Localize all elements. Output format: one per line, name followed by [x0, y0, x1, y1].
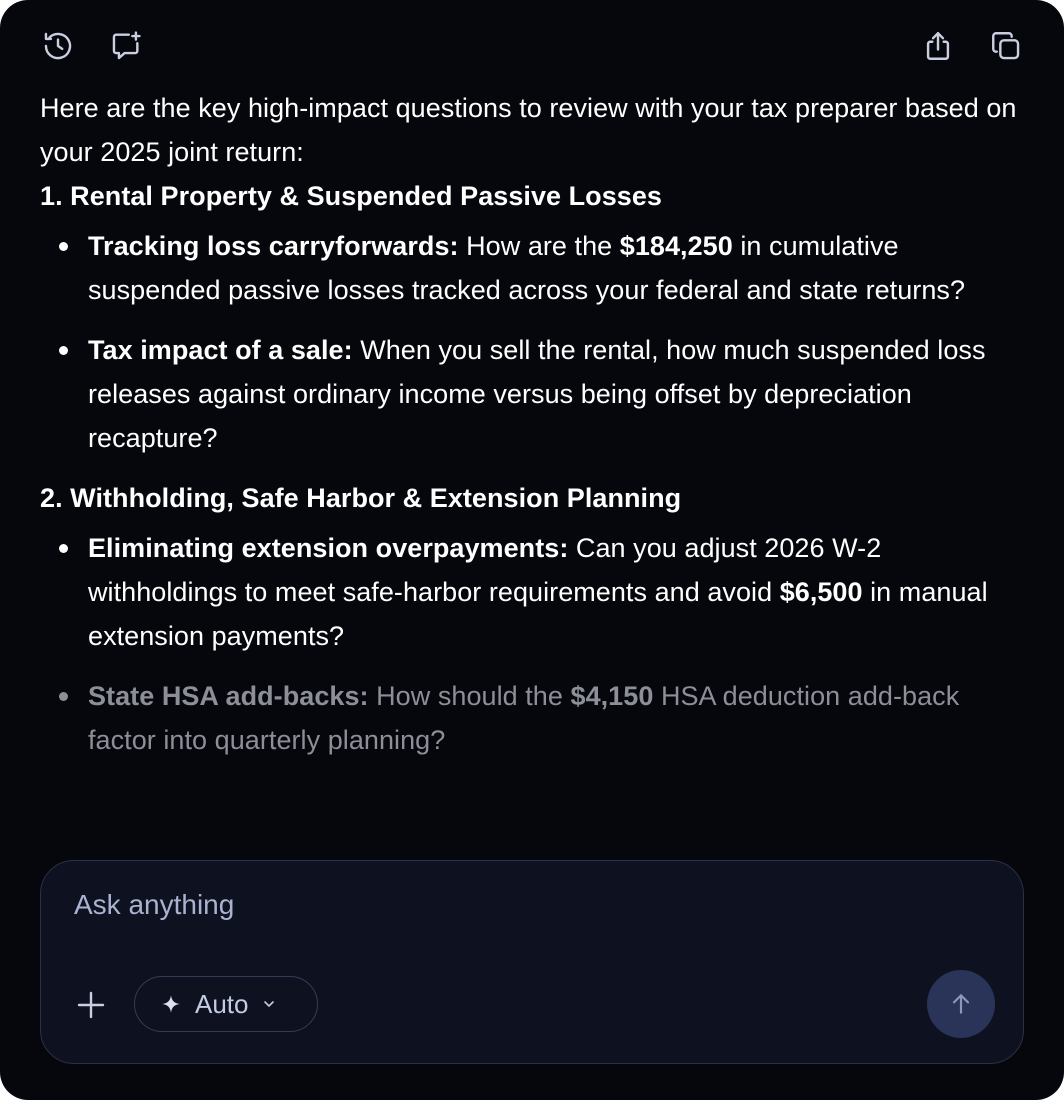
- list-item: Eliminating extension overpayments: Can you adjust 2026 W-2 withholdings to meet safe-harbor requirements and avoid $6,500 in manual extension payments?: [40, 526, 1020, 658]
- bullet-title: Tax impact of a sale:: [88, 335, 353, 365]
- message-intro: Here are the key high-impact questions to review with your tax preparer based on your 2025 joint return:: [40, 93, 1017, 167]
- composer: [40, 860, 1024, 1064]
- history-icon[interactable]: [40, 28, 76, 64]
- arrow-up-icon: [948, 991, 974, 1017]
- mode-label: Auto: [195, 988, 249, 1019]
- bullet-list-withholding: [40, 526, 1020, 762]
- amount: $6,500: [779, 577, 863, 607]
- attach-button[interactable]: [71, 985, 111, 1025]
- bullet-title: Eliminating extension overpayments:: [88, 533, 569, 563]
- assistant-message: [40, 86, 1020, 778]
- copy-icon[interactable]: [988, 28, 1024, 64]
- list-item: Tax impact of a sale: When you sell the rental, how much suspended loss releases against ordinary income versus being offset by depreciation recapture?: [40, 328, 1020, 460]
- list-item: State HSA add-backs: How should the $4,150 HSA deduction add-back factor into quarterly planning?: [40, 674, 1020, 762]
- share-icon[interactable]: [920, 28, 956, 64]
- chat-input[interactable]: [74, 889, 974, 921]
- new-chat-icon[interactable]: [108, 28, 144, 64]
- bullet-title: Tracking loss carryforwards:: [88, 231, 459, 261]
- sparkle-icon: [161, 994, 181, 1014]
- chevron-down-icon: [261, 996, 277, 1012]
- section-heading-withholding: 2. Withholding, Safe Harbor & Extension Planning: [40, 483, 682, 513]
- bullet-list-rental: [40, 224, 1020, 460]
- plus-icon: [75, 989, 107, 1021]
- send-button[interactable]: [927, 970, 995, 1038]
- section-heading-rental: 1. Rental Property & Suspended Passive Losses: [40, 181, 662, 211]
- mode-selector[interactable]: [134, 976, 318, 1032]
- list-item: Tracking loss carryforwards: How are the $184,250 in cumulative suspended passive losses tracked across your federal and state returns?: [40, 224, 1020, 312]
- amount: $4,150: [570, 681, 654, 711]
- bullet-title: State HSA add-backs:: [88, 681, 369, 711]
- amount: $184,250: [619, 231, 733, 261]
